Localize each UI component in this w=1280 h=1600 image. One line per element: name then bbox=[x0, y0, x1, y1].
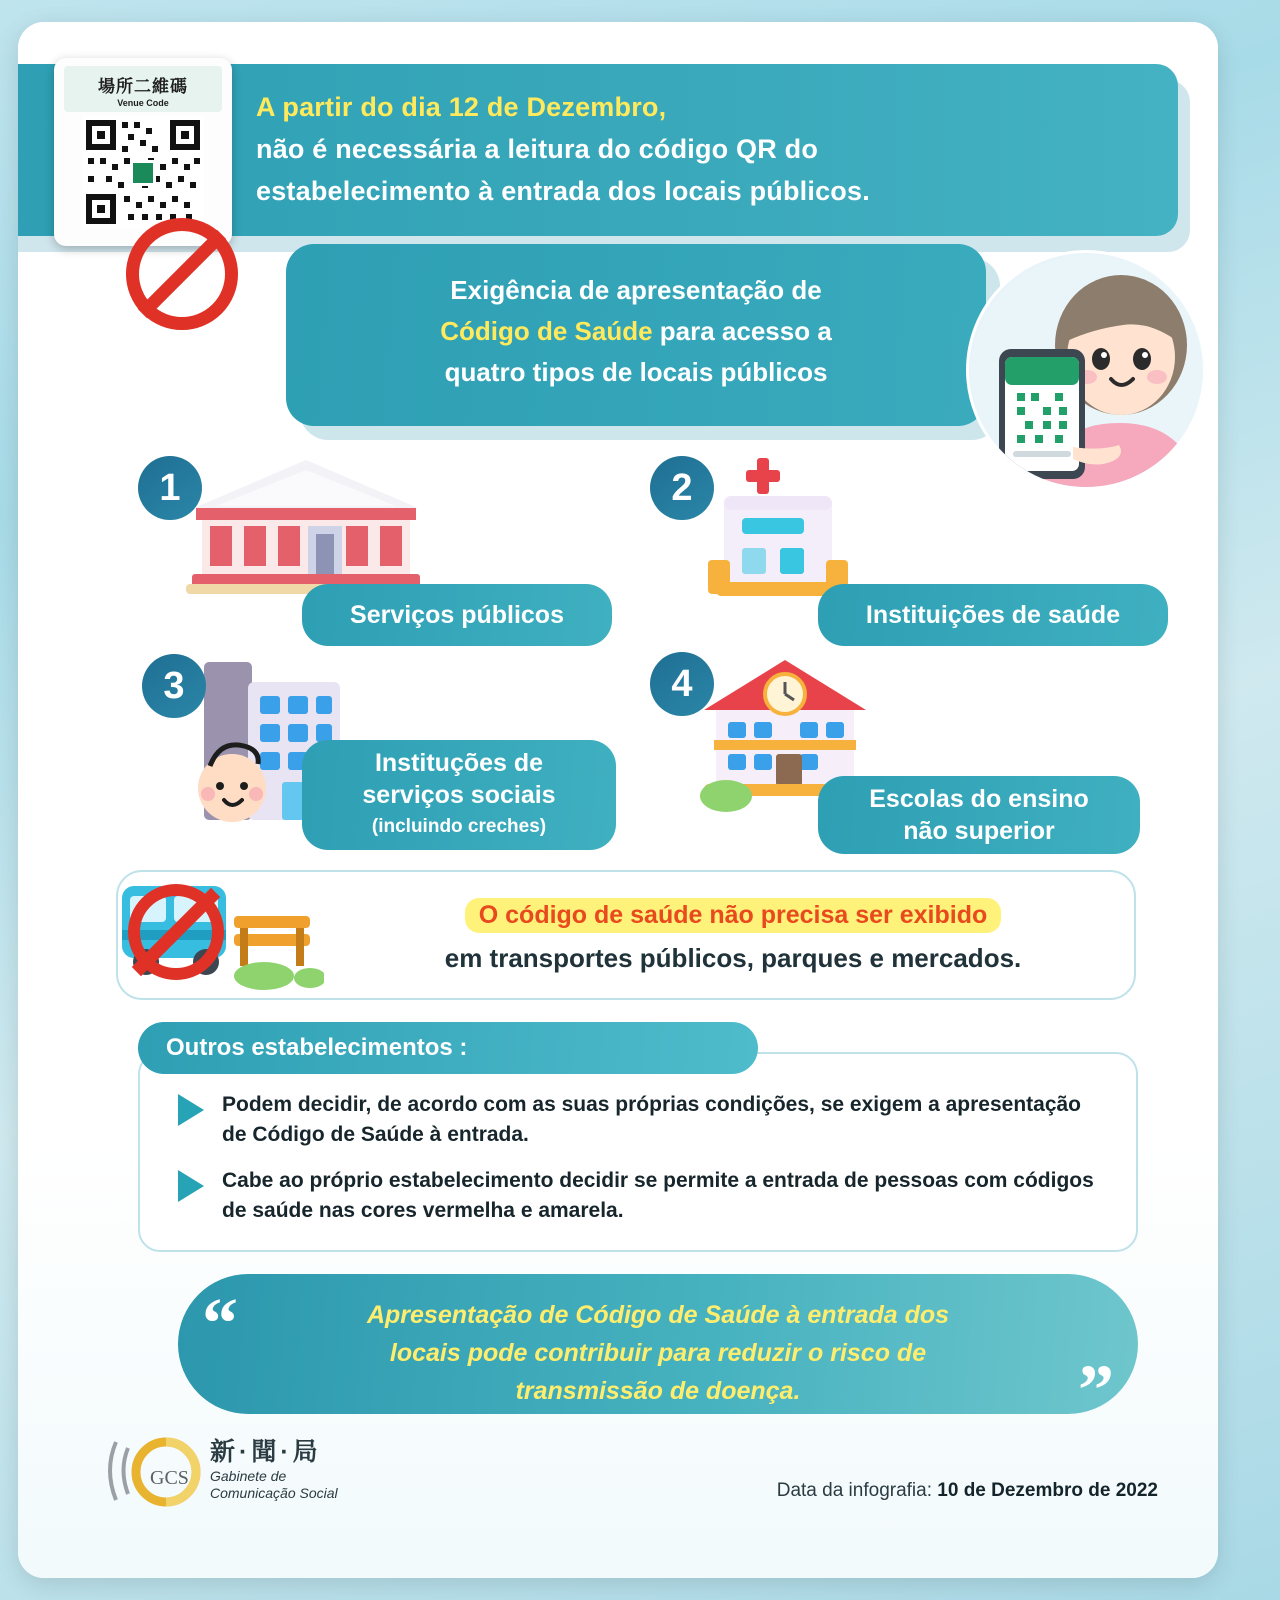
venue-qr-header bbox=[64, 66, 222, 112]
gcs-logo-cn: 新·聞·局 bbox=[210, 1438, 322, 1466]
place-number-4: 4 bbox=[650, 652, 714, 716]
venue-qr-title-cn: 場所二維碼 bbox=[98, 77, 188, 96]
transport-no-entry-icon bbox=[128, 884, 224, 980]
gcs-logo-pt-2: Comunicação Social bbox=[210, 1485, 338, 1501]
svg-text:GCS: GCS bbox=[150, 1467, 189, 1489]
subheading-text bbox=[286, 244, 986, 426]
others-bullet-list bbox=[178, 1090, 1108, 1242]
place-label-2-text: Instituições de saúde bbox=[865, 600, 1121, 629]
place-label-1-text: Serviços públicos bbox=[350, 600, 564, 629]
place-label-4 bbox=[818, 776, 1140, 854]
list-item bbox=[178, 1166, 1108, 1226]
transport-line-2: em transportes públicos, parques e mercados. bbox=[444, 943, 1022, 973]
infographic-date-value: 10 de Dezembro de 2022 bbox=[937, 1480, 1158, 1501]
place-label-1 bbox=[302, 584, 612, 646]
banner-line-3: estabelecimento à entrada dos locais públicos. bbox=[256, 176, 870, 206]
quote-open-mark: “ bbox=[202, 1283, 238, 1363]
subheading-highlight: Código de Saúde bbox=[440, 316, 653, 346]
place-number-2: 2 bbox=[650, 456, 714, 520]
place-number-1: 1 bbox=[138, 456, 202, 520]
subheading-line-1: Exigência de apresentação de bbox=[450, 275, 822, 305]
quote-banner bbox=[178, 1274, 1138, 1430]
infographic-date-label: Data da infografia: bbox=[776, 1480, 938, 1501]
place-label-3-note: (incluindo creches) bbox=[371, 816, 547, 837]
no-entry-icon bbox=[126, 218, 238, 330]
subheading-line-2: quatro tipos de locais públicos bbox=[444, 357, 828, 387]
others-title bbox=[138, 1022, 758, 1074]
banner-line-2: não é necessária a leitura do código QR do bbox=[256, 134, 819, 164]
others-title-text: Outros estabelecimentos : bbox=[166, 1034, 468, 1061]
gcs-logo-pt-1: Gabinete de bbox=[210, 1468, 287, 1484]
qr-code-icon bbox=[82, 116, 204, 228]
infographic-page bbox=[18, 22, 1218, 1578]
place-label-2 bbox=[818, 584, 1168, 646]
others-bullet-2: Cabe ao próprio estabelecimento decidir se permite a entrada de pessoas com códigos de saúde nas cores vermelha e amarela. bbox=[222, 1169, 1094, 1222]
girl-with-phone-illustration bbox=[966, 250, 1206, 490]
quote-line-2: locais pode contribuir para reduzir o risco de bbox=[389, 1339, 927, 1367]
transport-text bbox=[338, 898, 1128, 974]
venue-qr-title-en: Venue Code bbox=[117, 98, 169, 108]
place-label-3-line-1: Instituções de bbox=[374, 749, 544, 777]
gcs-logo bbox=[106, 1428, 426, 1518]
place-number-3: 3 bbox=[142, 654, 206, 718]
quote-text bbox=[178, 1274, 1138, 1414]
venue-qr-card bbox=[54, 58, 232, 246]
place-label-3-line-2: serviços sociais bbox=[362, 781, 556, 809]
banner-text bbox=[256, 86, 1156, 212]
banner-line-1: A partir do dia 12 de Dezembro, bbox=[256, 92, 667, 122]
transport-highlight: O código de saúde não precisa ser exibido bbox=[465, 898, 1001, 933]
subheading-pill bbox=[286, 244, 986, 426]
others-bullet-1: Podem decidir, de acordo com as suas próprias condições, se exigem a apresentação de Código de Saúde à entrada. bbox=[222, 1093, 1082, 1146]
place-label-4-line-1: Escolas do ensino bbox=[869, 785, 1089, 813]
list-item bbox=[178, 1090, 1108, 1150]
quote-close-mark: ” bbox=[1078, 1350, 1114, 1430]
government-building-icon bbox=[186, 454, 426, 599]
subheading-line-1-rest: para acesso a bbox=[652, 316, 832, 346]
place-label-4-line-2: não superior bbox=[903, 817, 1055, 845]
triangle-bullet-icon bbox=[178, 1170, 204, 1202]
place-label-3 bbox=[302, 740, 616, 850]
quote-line-3: transmissão de doença. bbox=[515, 1377, 801, 1405]
infographic-date bbox=[777, 1480, 1158, 1502]
triangle-bullet-icon bbox=[178, 1094, 204, 1126]
quote-line-1: Apresentação de Código de Saúde à entrada dos bbox=[366, 1301, 950, 1329]
